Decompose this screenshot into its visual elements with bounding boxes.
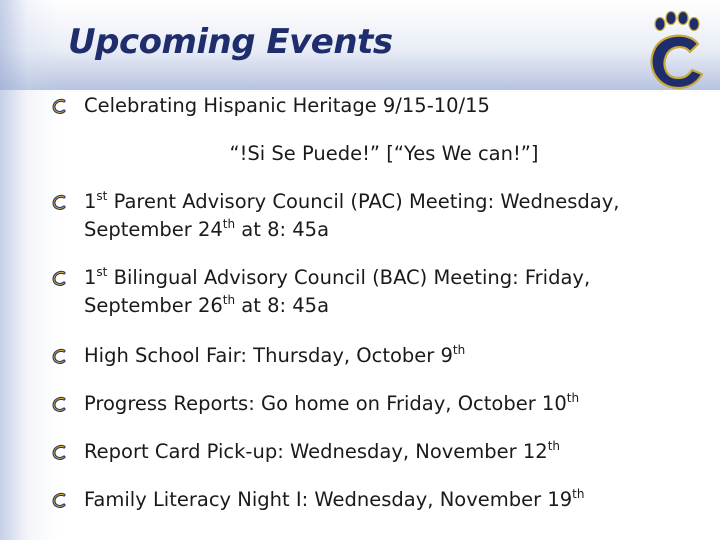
event-text: Bilingual Advisory Council (BAC) Meeting: Friday, — [107, 266, 591, 289]
event-ordinal: 1 — [84, 266, 97, 289]
list-item — [52, 438, 716, 466]
list-item — [52, 188, 716, 244]
event-ordinal: 1 — [84, 190, 97, 213]
paw-c-logo-icon — [640, 10, 710, 95]
list-item — [52, 486, 716, 514]
c-bullet-icon — [52, 194, 68, 211]
event-date-suffix: th — [222, 292, 236, 307]
event-text: High School Fair: Thursday, October 9 — [84, 344, 453, 367]
c-bullet-icon — [52, 348, 68, 365]
event-date-suffix: th — [566, 390, 580, 405]
event-text: Celebrating Hispanic Heritage 9/15-10/15 — [84, 94, 490, 117]
c-bullet-icon — [52, 270, 68, 287]
event-text: Progress Reports: Go home on Friday, October 10 — [84, 392, 567, 415]
slide-title: Upcoming Events — [68, 22, 393, 62]
event-date-suffix: th — [452, 342, 466, 357]
event-time: at 8: 45a — [235, 218, 330, 241]
c-bullet-icon — [52, 444, 68, 461]
event-ordinal-suffix: st — [96, 264, 108, 279]
c-bullet-icon — [52, 492, 68, 509]
event-time: at 8: 45a — [235, 294, 330, 317]
event-text: Family Literacy Night I: Wednesday, November 19 — [84, 488, 573, 511]
event-text-line2: September 24 — [84, 218, 223, 241]
c-bullet-icon — [52, 396, 68, 413]
c-bullet-icon — [52, 98, 68, 115]
events-list — [52, 92, 716, 514]
left-gradient-accent — [0, 0, 60, 540]
event-date-suffix: th — [222, 216, 236, 231]
event-text: Parent Advisory Council (PAC) Meeting: Wednesday, — [107, 190, 620, 213]
list-item — [52, 92, 716, 120]
list-item — [52, 264, 716, 320]
event-text: Report Card Pick-up: Wednesday, November 12 — [84, 440, 548, 463]
event-ordinal-suffix: st — [96, 188, 108, 203]
event-text: “!Si Se Puede!” [“Yes We can!”] — [229, 142, 539, 165]
event-text-line2: September 26 — [84, 294, 223, 317]
event-date-suffix: th — [547, 438, 561, 453]
list-item — [52, 342, 716, 370]
event-date-suffix: th — [572, 486, 585, 501]
list-item — [52, 390, 716, 418]
list-item-subline — [52, 140, 716, 168]
